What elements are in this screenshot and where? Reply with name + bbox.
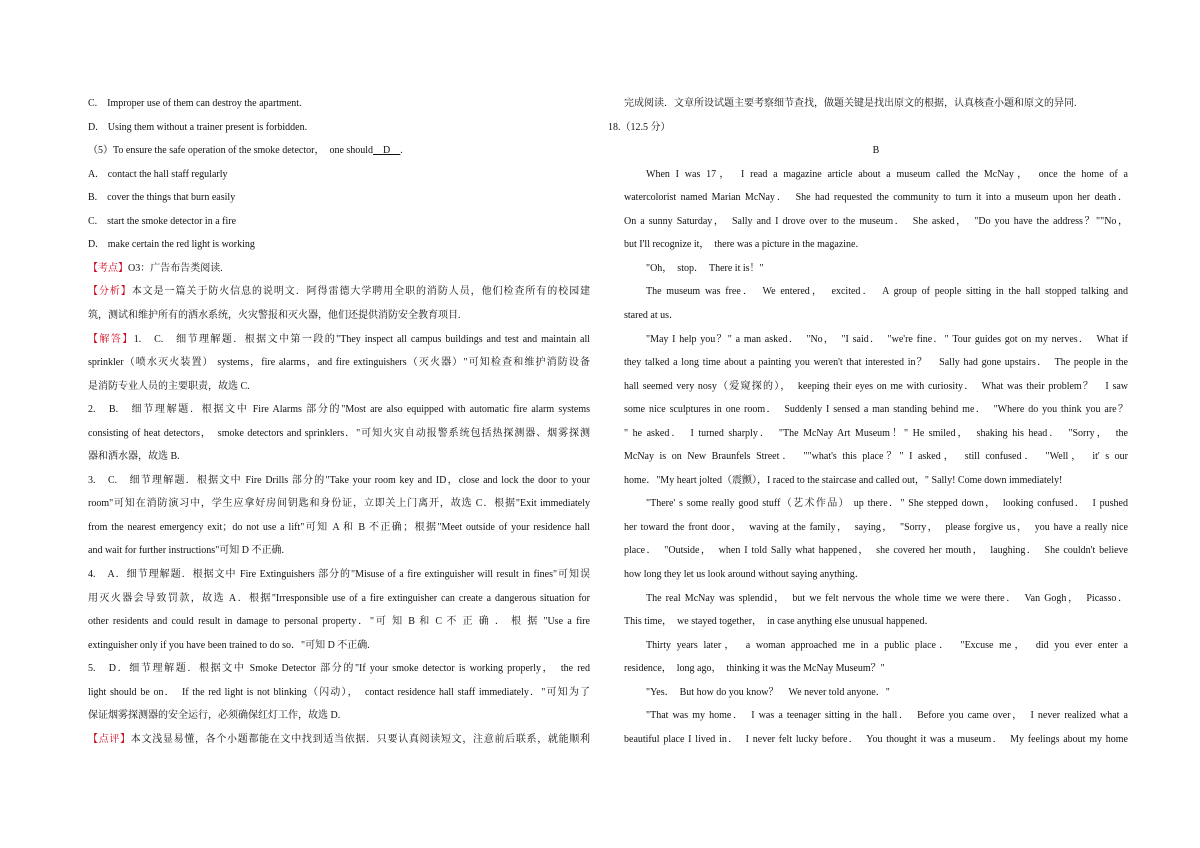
- line-text: The real McNay was splendid， but we felt nervous the whole time we were there． Van Gogh， Picasso．: [646, 592, 1128, 604]
- line-text: some nice sculptures in one room． Suddenly I sensed a man standing behind me． "Where do you think you are？: [624, 404, 1128, 416]
- text-line: [88, 333, 590, 347]
- line-text: 本文浅显易懂，各个小题都能在文中找到适当依据．只要认真阅读短文，注意前后联系，就能顺利: [130, 733, 591, 745]
- text-line: [624, 333, 1128, 347]
- line-text: B. cover the things that burn easily: [88, 192, 236, 204]
- line-text: McNay is on New Braunfels Street． ""what's this place？" I asked， still confused． "Well， it' s our: [624, 451, 1128, 463]
- text-line: [624, 615, 1128, 629]
- text-line: [88, 568, 590, 582]
- answer-blank: D: [373, 145, 401, 157]
- line-text: but I'll recognize it， there was a picture in the magazine．: [624, 239, 866, 251]
- text-line: [624, 238, 1128, 252]
- text-line: [88, 427, 590, 441]
- text-line: [88, 215, 590, 229]
- text-line: [88, 356, 590, 370]
- line-text: hall seemed very nosy（爱窥探的）， keeping their eyes on me with curiosity． What was their problem？ I saw: [624, 380, 1128, 392]
- text-line: [624, 662, 1128, 676]
- line-text: 器和洒水器，故选 B.: [88, 451, 180, 463]
- line-text: 1. C. 细节理解题．根据文中第一段的"They inspect all campus buildings and test and maintain all: [133, 333, 590, 345]
- line-text: stared at us．: [624, 309, 679, 321]
- line-text: 用灭火器会导致罚款，故选 A．根据"Irresponsible use of a fire extinguisher can create a dangerous situation for: [88, 592, 590, 604]
- text-line: [88, 262, 590, 276]
- question-end: .: [400, 145, 403, 157]
- text-line: [624, 144, 1128, 158]
- line-text: 2. B. 细节理解题．根据文中 Fire Alarms 部分的"Most are also equipped with automatic fire alarm systems: [88, 404, 590, 416]
- line-text: how long they let us look around without saying anything．: [624, 569, 865, 580]
- text-line: [624, 639, 1128, 653]
- text-line: [608, 121, 1128, 135]
- line-text: from the nearest emergency exit；do not use a lift"可知 A 和 B 不正确；根据"Meet outside of your residence hall: [88, 521, 590, 533]
- text-line: [624, 686, 1128, 700]
- line-text: The museum was free． We entered， excited． A group of people sitting in the hall stopped talking and: [646, 286, 1128, 298]
- line-text: O3：广告布告类阅读.: [128, 262, 223, 274]
- text-line: [88, 662, 590, 676]
- text-line: [88, 191, 590, 205]
- line-text: 3. C. 细节理解题．根据文中 Fire Drills 部分的"Take your room key and ID，close and lock the door to your: [88, 474, 590, 486]
- line-text: and wait for further instructions"可知 D 不正确.: [88, 545, 284, 557]
- line-text: 本文是一篇关于防火信息的说明文．阿得雷德大学聘用全职的消防人员，他们检查所有的校园建: [131, 286, 591, 298]
- section-tag: 【考点】: [88, 262, 128, 274]
- line-text: light should be on． If the red light is not blinking（闪动）， contact residence hall staff immediately．"可知为了: [88, 686, 590, 698]
- line-text: This time， we stayed together， in case anything else unusual happened．: [624, 616, 935, 628]
- line-text: "Oh， stop． There it is！": [646, 262, 764, 274]
- line-text: "That was my home． I was a teenager sitting in the hall． Before you came over， I never realized what a: [646, 710, 1128, 722]
- text-line: [88, 639, 590, 653]
- text-line: [624, 497, 1128, 511]
- line-text: 是消防专业人员的主要职责，故选 C.: [88, 380, 250, 392]
- text-line: [624, 403, 1128, 417]
- section-tag: 【解答】: [88, 333, 134, 345]
- text-line: [88, 497, 590, 511]
- line-text: D. Using them without a trainer present is forbidden.: [88, 121, 308, 133]
- text-line: [88, 168, 590, 182]
- line-text: residence， long ago， thinking it was the McNay Museum？": [624, 663, 885, 675]
- text-line: [624, 168, 1128, 182]
- text-line: [624, 733, 1128, 747]
- line-text: her toward the front door， waving at the family， saying， "Sorry， please forgive us， you have a really nice: [624, 521, 1128, 533]
- line-text: sprinkler（喷水灭火装置） systems，fire alarms，and fire extinguishers（灭火器）"可知检查和维护消防设备: [88, 357, 590, 369]
- text-line: [624, 309, 1128, 323]
- line-text: Thirty years later， a woman approached me in a public place． "Excuse me， did you ever enter a: [646, 639, 1128, 651]
- line-text: C. start the smoke detector in a fire: [88, 215, 237, 227]
- text-line: [88, 544, 590, 558]
- line-text: 完成阅读．文章所设试题主要考察细节查找，做题关键是找出原文的根据，认真核查小题和原文的异同.: [624, 98, 1077, 109]
- section-tag: 【点评】: [88, 733, 131, 745]
- line-text: room"可知在消防演习中，学生应拿好房间钥匙和身份证，立即关上门离开，故选 C．根据"Exit immediately: [88, 498, 590, 510]
- text-line: [624, 427, 1128, 441]
- text-line: [624, 380, 1128, 394]
- text-line: [88, 238, 590, 252]
- line-text: 筑，测试和维护所有的洒水系统，火灾警报和灭火器，他们还提供消防安全教育项目.: [88, 309, 461, 321]
- line-text: they talked a long time about a painting you weren't that interested in？ Sally had gone upstairs． The people in the: [624, 357, 1128, 369]
- line-text: consisting of heat detectors， smoke detectors and sprinklers．"可知火灾自动报警系统包括热探测器、烟雾探测: [88, 427, 590, 439]
- line-text: 5. D．细节理解题．根据文中 Smoke Detector 部分的"If your smoke detector is working properly， the red: [88, 663, 590, 675]
- line-text: "There' s some really good stuff（艺术作品） up there．" She stepped down， looking confused． I pushed: [646, 498, 1128, 510]
- text-line: [88, 121, 590, 135]
- text-line: [88, 615, 590, 629]
- line-text: other residents and could result in damage to personal property．"可 知 B 和 C 不 正 确 ． 根 据 "Use a fire: [88, 616, 590, 628]
- text-line: [624, 191, 1128, 205]
- line-text: beautiful place I lived in． I never felt lucky before． You thought it was a museum． My feelings about my home: [624, 733, 1128, 745]
- text-line: [88, 474, 590, 488]
- line-text: "May I help you？" a man asked． "No， "I said． "we're fine．" Tour guides got on my nerves． What if: [646, 333, 1128, 345]
- text-line: [88, 309, 590, 323]
- line-text: watercolorist named Marian McNay． She had requested the community to turn it into a museum upon her death．: [624, 192, 1128, 204]
- line-text: When I was 17， I read a magazine article about a museum called the McNay， once the home of a: [646, 168, 1128, 180]
- text-line: [624, 215, 1128, 229]
- text-line: [624, 592, 1128, 606]
- line-text: 18.（12.5 分）: [608, 121, 671, 133]
- text-line: [88, 686, 590, 700]
- line-text: A. contact the hall staff regularly: [88, 168, 228, 180]
- text-line: [624, 285, 1128, 299]
- line-text: " he asked． I turned sharply． "The McNay Art Museum！" He smiled， shaking his head． "Sorry， the: [624, 427, 1128, 439]
- text-line: [624, 97, 1128, 111]
- text-line: [88, 403, 590, 417]
- text-line: [88, 144, 590, 158]
- line-text: place． "Outside， when I told Sally what happened， she covered her mouth， laughing． She couldn't believe: [624, 545, 1128, 557]
- text-line: [88, 450, 590, 464]
- text-line: [88, 521, 590, 535]
- line-text: 保证烟雾探测器的安全运行，必须确保红灯工作，故选 D.: [88, 710, 341, 722]
- text-line: [624, 474, 1128, 488]
- text-line: [88, 733, 590, 747]
- question-stem: （5）To ensure the safe operation of the smoke detector， one should: [88, 145, 374, 157]
- line-text: C. Improper use of them can destroy the apartment.: [88, 98, 302, 109]
- text-line: [88, 285, 590, 299]
- text-line: [88, 97, 590, 111]
- text-line: [624, 262, 1128, 276]
- text-line: [624, 709, 1128, 723]
- text-line: [624, 450, 1128, 464]
- text-line: [88, 592, 590, 606]
- line-text: extinguisher only if you have been trained to do so．"可知 D 不正确.: [88, 639, 370, 651]
- text-line: [624, 568, 1128, 582]
- text-line: [624, 544, 1128, 558]
- line-text: D. make certain the red light is working: [88, 239, 255, 251]
- section-tag: 【分析】: [88, 286, 132, 298]
- line-text: "Yes． But how do you know？ We never told anyone．": [646, 686, 890, 698]
- text-line: [624, 521, 1128, 535]
- line-text: On a sunny Saturday， Sally and I drove over to the museum． She asked， "Do you have the address？""No，: [624, 215, 1128, 227]
- line-text: home．"My heart jolted（震颤），I raced to the staircase and called out，" Sally! Come down immediately!: [624, 474, 1063, 486]
- text-line: [88, 709, 590, 723]
- line-text: 4. A．细节理解题．根据文中 Fire Extinguishers 部分的"Misuse of a fire extinguisher will result in fines"可知误: [88, 569, 590, 580]
- line-text: B: [872, 145, 880, 157]
- text-line: [88, 380, 590, 394]
- text-line: [624, 356, 1128, 370]
